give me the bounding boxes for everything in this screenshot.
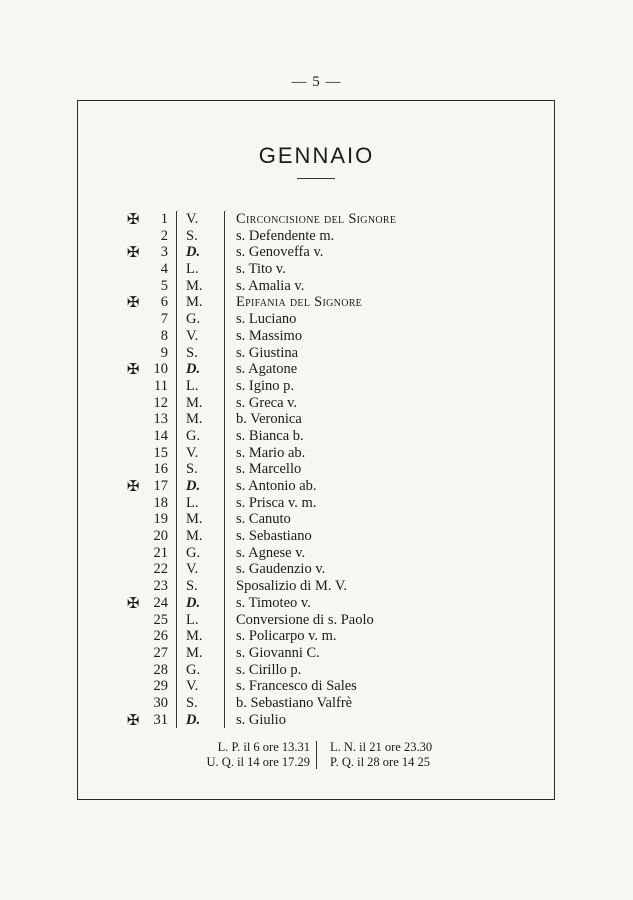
weekday: L. <box>186 494 199 511</box>
saint-name: b. Veronica <box>236 411 302 428</box>
column-divider <box>176 678 177 695</box>
column-divider <box>176 378 177 395</box>
saint-name: Conversione di s. Paolo <box>236 611 374 628</box>
moon-phases-right <box>330 740 470 770</box>
weekday: G. <box>186 661 201 678</box>
column-divider <box>224 244 225 261</box>
calendar-row <box>120 595 540 612</box>
day-number: 10 <box>153 361 168 378</box>
saint-name: s. Antonio ab. <box>236 478 317 494</box>
day-number: 27 <box>153 644 168 661</box>
day-number: 13 <box>153 411 168 428</box>
weekday: D. <box>186 478 201 494</box>
column-divider <box>224 311 225 328</box>
column-divider <box>224 645 225 662</box>
column-divider <box>176 261 177 278</box>
column-divider <box>224 511 225 528</box>
day-number: 6 <box>160 294 168 311</box>
weekday: M. <box>186 628 203 645</box>
day-number: 1 <box>160 211 168 227</box>
calendar-row <box>120 478 540 495</box>
saint-name: s. Cirillo p. <box>236 661 302 678</box>
weekday: V. <box>186 211 199 227</box>
calendar-row <box>120 445 540 462</box>
saint-name: s. Francesco di Sales <box>236 678 357 695</box>
column-divider <box>224 294 225 311</box>
saint-name: s. Igino p. <box>236 377 294 394</box>
column-divider <box>224 612 225 629</box>
calendar-row <box>120 261 540 278</box>
column-divider <box>176 478 177 495</box>
calendar-row <box>120 211 540 228</box>
column-divider <box>176 228 177 245</box>
calendar-row <box>120 361 540 378</box>
saint-name: s. Canuto <box>236 511 291 528</box>
day-number: 18 <box>153 494 168 511</box>
weekday: M. <box>186 394 203 411</box>
weekday: D. <box>186 711 201 728</box>
saint-name: s. Sebastiano <box>236 528 312 545</box>
calendar-row <box>120 411 540 428</box>
day-number: 14 <box>153 427 168 444</box>
weekday: V. <box>186 327 199 344</box>
column-divider <box>176 628 177 645</box>
column-divider <box>176 445 177 462</box>
column-divider <box>176 211 177 228</box>
weekday: L. <box>186 611 199 628</box>
column-divider <box>176 645 177 662</box>
weekday: D. <box>186 361 201 378</box>
cross-icon: ✠ <box>126 593 140 612</box>
saint-name: s. Defendente m. <box>236 227 335 244</box>
day-number: 31 <box>153 711 168 728</box>
column-divider <box>176 712 177 729</box>
column-divider <box>176 278 177 295</box>
weekday: S. <box>186 694 198 711</box>
column-divider <box>176 461 177 478</box>
cross-icon: ✠ <box>126 360 140 379</box>
calendar-row <box>120 495 540 512</box>
day-number: 25 <box>153 611 168 628</box>
calendar-row <box>120 612 540 629</box>
saint-name: Epifania del Signore <box>236 294 363 311</box>
column-divider <box>224 278 225 295</box>
full-moon-entry: L. P. il 6 ore 13.31 <box>217 740 310 754</box>
column-divider <box>176 595 177 612</box>
day-number: 28 <box>153 661 168 678</box>
calendar-row <box>120 345 540 362</box>
saint-name: s. Greca v. <box>236 394 298 411</box>
weekday: S. <box>186 461 198 478</box>
calendar-row <box>120 294 540 311</box>
column-divider <box>176 662 177 679</box>
column-divider <box>224 345 225 362</box>
column-divider <box>224 428 225 445</box>
day-number: 15 <box>153 444 168 461</box>
calendar-row <box>120 428 540 445</box>
column-divider <box>176 612 177 629</box>
phase-divider <box>316 741 317 769</box>
column-divider <box>224 478 225 495</box>
title-rule <box>297 178 335 179</box>
column-divider <box>224 328 225 345</box>
column-divider <box>176 328 177 345</box>
weekday: S. <box>186 578 198 595</box>
weekday: G. <box>186 544 201 561</box>
saint-name: s. Luciano <box>236 311 297 328</box>
day-number: 16 <box>153 461 168 478</box>
first-quarter-entry: P. Q. il 28 ore 14 25 <box>330 755 430 769</box>
weekday: V. <box>186 678 199 695</box>
day-number: 19 <box>153 511 168 528</box>
saint-name: s. Amalia v. <box>236 277 305 294</box>
column-divider <box>176 361 177 378</box>
saint-name: s. Massimo <box>236 327 303 344</box>
last-quarter-entry: U. Q. il 14 ore 17.29 <box>206 755 310 769</box>
saint-name: s. Giulio <box>236 711 286 728</box>
column-divider <box>224 695 225 712</box>
column-divider <box>176 395 177 412</box>
saint-name: s. Tito v. <box>236 261 286 278</box>
calendar-row <box>120 712 540 729</box>
day-number: 2 <box>160 227 168 244</box>
column-divider <box>176 311 177 328</box>
weekday: D. <box>186 594 201 611</box>
day-number: 24 <box>153 594 168 611</box>
column-divider <box>176 428 177 445</box>
cross-icon: ✠ <box>126 293 140 312</box>
day-number: 21 <box>153 544 168 561</box>
saint-name: s. Genoveffa v. <box>236 244 324 261</box>
calendar-row <box>120 561 540 578</box>
weekday: M. <box>186 294 203 311</box>
saint-name: b. Sebastiano Valfrè <box>236 694 353 711</box>
saint-name: s. Gaudenzio v. <box>236 561 326 578</box>
column-divider <box>176 345 177 362</box>
column-divider <box>176 244 177 261</box>
column-divider <box>224 595 225 612</box>
calendar-row <box>120 278 540 295</box>
column-divider <box>224 361 225 378</box>
column-divider <box>176 695 177 712</box>
calendar-row <box>120 628 540 645</box>
cross-icon: ✠ <box>126 477 140 495</box>
day-number: 26 <box>153 628 168 645</box>
column-divider <box>224 528 225 545</box>
page-number: — 5 — <box>291 74 342 90</box>
saint-name: s. Prisca v. m. <box>236 494 317 511</box>
day-number: 8 <box>160 327 168 344</box>
new-moon-entry: L. N. il 21 ore 23.30 <box>330 740 433 754</box>
column-divider <box>224 211 225 228</box>
weekday: M. <box>186 277 203 294</box>
calendar-row <box>120 662 540 679</box>
day-number: 3 <box>160 244 168 261</box>
calendar-row <box>120 645 540 662</box>
column-divider <box>224 712 225 729</box>
column-divider <box>176 294 177 311</box>
calendar-row <box>120 395 540 412</box>
saint-name: Sposalizio di M. V. <box>236 578 348 595</box>
weekday: S. <box>186 344 198 361</box>
cross-icon: ✠ <box>126 710 140 729</box>
calendar-row <box>120 228 540 245</box>
column-divider <box>176 578 177 595</box>
column-divider <box>224 628 225 645</box>
day-number: 9 <box>160 344 168 361</box>
saint-name: s. Policarpo v. m. <box>236 628 337 645</box>
saint-name: s. Mario ab. <box>236 444 306 461</box>
saint-name: s. Agnese v. <box>236 544 306 561</box>
weekday: G. <box>186 427 201 444</box>
column-divider <box>224 228 225 245</box>
column-divider <box>224 378 225 395</box>
day-number: 5 <box>160 277 168 294</box>
column-divider <box>224 495 225 512</box>
weekday: M. <box>186 511 203 528</box>
saint-name: s. Bianca b. <box>236 427 304 444</box>
weekday: S. <box>186 227 198 244</box>
day-number: 20 <box>153 528 168 545</box>
weekday: V. <box>186 444 199 461</box>
saint-name: s. Timoteo v. <box>236 594 311 611</box>
column-divider <box>224 678 225 695</box>
weekday: L. <box>186 261 199 278</box>
column-divider <box>224 461 225 478</box>
column-divider <box>224 445 225 462</box>
calendar-row <box>120 528 540 545</box>
day-number: 29 <box>153 678 168 695</box>
cross-icon: ✠ <box>126 210 140 228</box>
calendar-row <box>120 461 540 478</box>
moon-phases-left <box>170 740 310 770</box>
column-divider <box>224 545 225 562</box>
weekday: M. <box>186 644 203 661</box>
column-divider <box>224 578 225 595</box>
saint-name: s. Agatone <box>236 361 298 378</box>
day-number: 30 <box>153 694 168 711</box>
calendar-row <box>120 244 540 261</box>
column-divider <box>176 561 177 578</box>
calendar-row <box>120 328 540 345</box>
weekday: L. <box>186 377 199 394</box>
calendar-row <box>120 311 540 328</box>
column-divider <box>176 511 177 528</box>
column-divider <box>176 411 177 428</box>
column-divider <box>176 528 177 545</box>
weekday: M. <box>186 411 203 428</box>
day-number: 17 <box>153 478 168 494</box>
calendar-row <box>120 545 540 562</box>
day-number: 23 <box>153 578 168 595</box>
column-divider <box>224 261 225 278</box>
column-divider <box>176 545 177 562</box>
day-number: 7 <box>160 311 168 328</box>
calendar-row <box>120 695 540 712</box>
weekday: G. <box>186 311 201 328</box>
column-divider <box>176 495 177 512</box>
cross-icon: ✠ <box>126 243 140 262</box>
day-number: 22 <box>153 561 168 578</box>
column-divider <box>224 662 225 679</box>
saint-name: s. Giustina <box>236 344 299 361</box>
calendar-table <box>120 211 540 728</box>
day-number: 12 <box>153 394 168 411</box>
weekday: D. <box>186 244 201 261</box>
saint-name: s. Marcello <box>236 461 302 478</box>
calendar-row <box>120 511 540 528</box>
column-divider <box>224 561 225 578</box>
day-number: 11 <box>154 377 168 394</box>
saint-name: s. Giovanni C. <box>236 644 320 661</box>
column-divider <box>224 395 225 412</box>
month-title: GENNAIO <box>258 143 375 168</box>
weekday: V. <box>186 561 199 578</box>
calendar-row <box>120 678 540 695</box>
saint-name: Circoncisione del Signore <box>236 211 397 227</box>
column-divider <box>224 411 225 428</box>
weekday: M. <box>186 528 203 545</box>
day-number: 4 <box>160 261 168 278</box>
calendar-row <box>120 578 540 595</box>
calendar-row <box>120 378 540 395</box>
